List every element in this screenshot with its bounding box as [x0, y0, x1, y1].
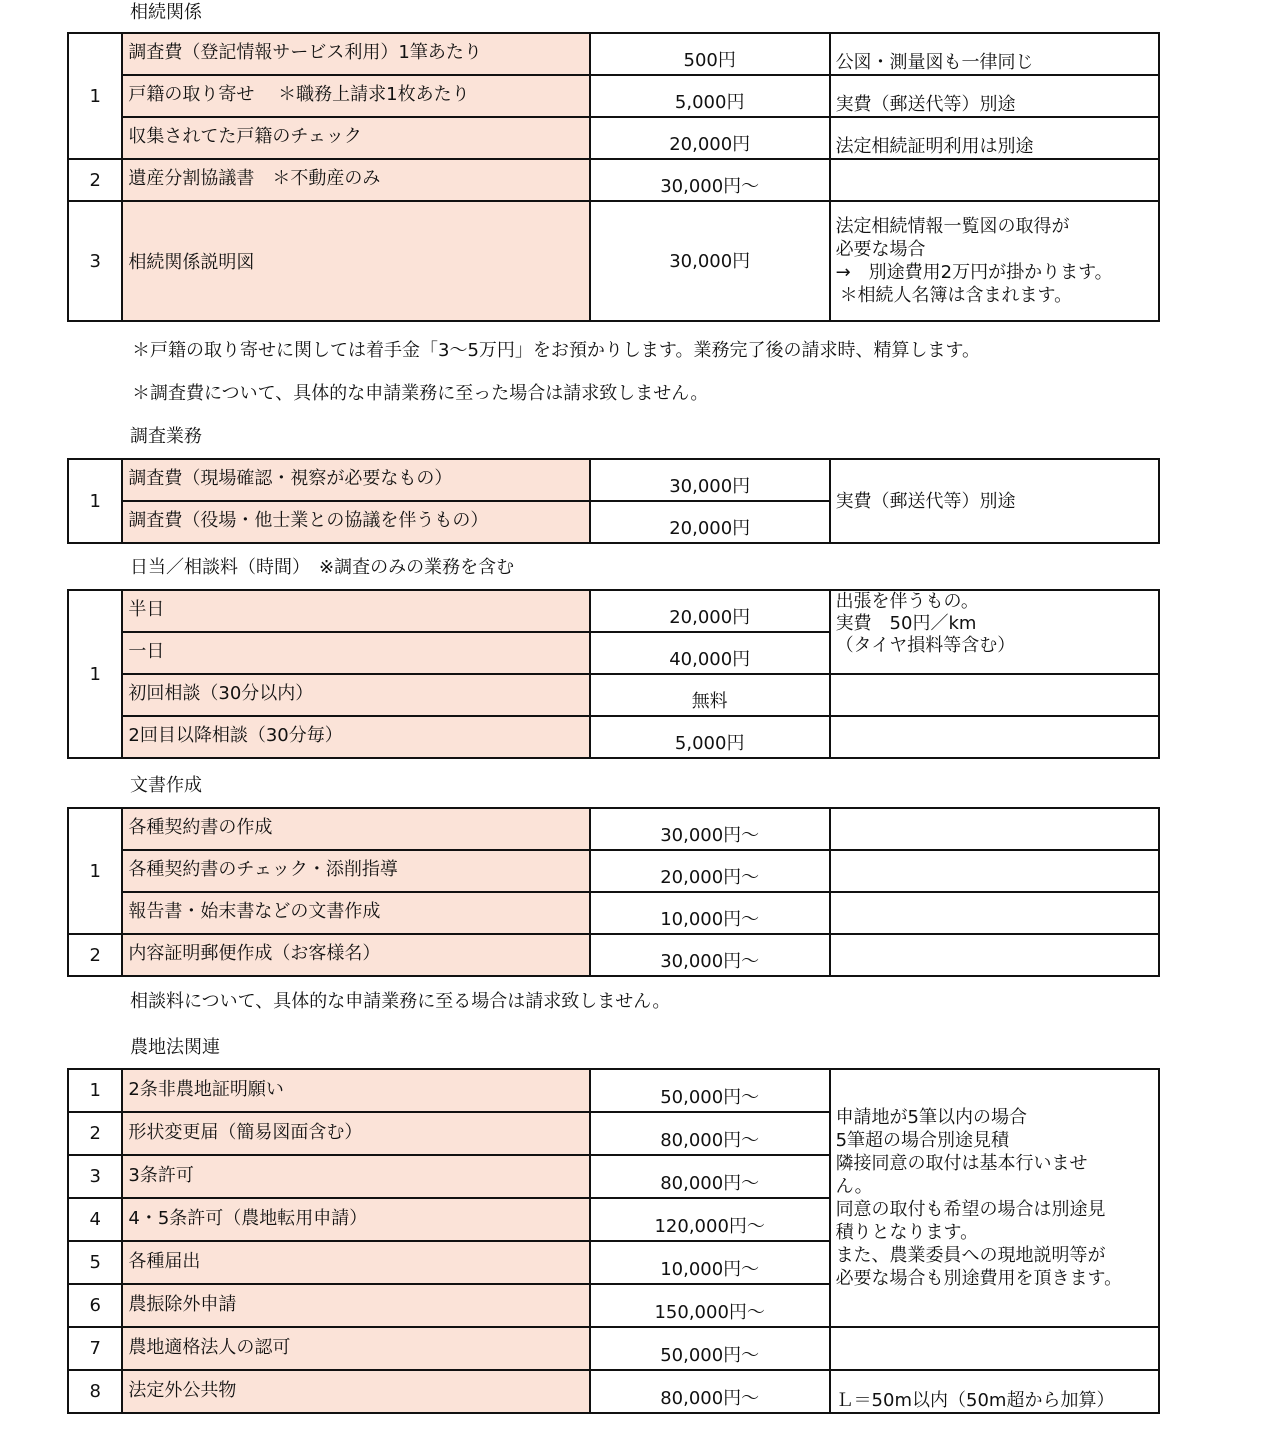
price: 30,000円 [590, 459, 830, 501]
remark-line: 法定相続情報一覧図の取得が [835, 216, 1070, 237]
remark-line: ＊相続人名簿は含まれます。 [839, 285, 1073, 306]
remark-line: 実費 50円／km [835, 613, 977, 634]
row-number: 6 [68, 1284, 122, 1327]
row-number: 1 [68, 459, 122, 543]
row-number: 1 [68, 1069, 122, 1112]
row-number: 4 [68, 1198, 122, 1241]
item-label: 各種契約書のチェック・添削指導 [128, 859, 398, 880]
remark-line: 出張を伴うもの。 [835, 591, 979, 612]
item-label: 調査費（役場・他士業との協議を伴うもの） [128, 510, 489, 531]
remark-line: 申請地が5筆以内の場合 [835, 1107, 1028, 1128]
remark-line: 法定相続証明利用は別途 [835, 136, 1034, 157]
section-title-investigation: 調査業務 [130, 426, 202, 447]
table-row [68, 33, 1159, 75]
remark-line: 同意の取付も希望の場合は別途見 [835, 1199, 1106, 1220]
price: 5,000円 [590, 75, 830, 117]
table-row [68, 159, 1159, 201]
item-label: 農地適格法人の認可 [128, 1336, 291, 1358]
fee-table-daily-fee [67, 589, 1160, 759]
item-label: 調査費（現場確認・視察が必要なもの） [128, 468, 453, 489]
section-title-inheritance: 相続関係 [130, 2, 202, 23]
row-number: 2 [68, 1112, 122, 1155]
price: 150,000円～ [590, 1284, 830, 1327]
row-number: 2 [68, 934, 122, 976]
fee-table-farmland [67, 1068, 1160, 1414]
price: 80,000円～ [590, 1155, 830, 1198]
price: 80,000円～ [590, 1112, 830, 1155]
table-row [68, 934, 1159, 976]
fee-table-documents [67, 807, 1160, 977]
note: ＊調査費について、具体的な申請業務に至った場合は請求致しません。 [132, 383, 709, 404]
item-label: 内容証明郵便作成（お客様名） [128, 943, 381, 964]
row-number: 3 [68, 201, 122, 321]
price: 10,000円～ [590, 1241, 830, 1284]
price: 20,000円 [590, 590, 830, 632]
item-label: 2条非農地証明願い [128, 1078, 284, 1100]
table-row [68, 892, 1159, 934]
remark-line: 必要な場合も別途費用を頂きます。 [835, 1268, 1123, 1289]
item-label: 3条許可 [128, 1164, 194, 1186]
table-row [68, 117, 1159, 159]
price: 30,000円～ [590, 934, 830, 976]
table-row [68, 590, 1159, 632]
remark-line: 必要な場合 [835, 239, 926, 260]
price: 50,000円～ [590, 1327, 830, 1370]
item-label: 4・5条許可（農地転用申請） [128, 1207, 368, 1229]
price: 120,000円～ [590, 1198, 830, 1241]
table-row [68, 850, 1159, 892]
item-label: 初回相談（30分以内） [128, 683, 314, 704]
remark-line: 5筆超の場合別途見積 [835, 1130, 1010, 1151]
row-number: 1 [68, 808, 122, 934]
remark-line: 実費（郵送代等）別途 [835, 94, 1016, 115]
price: 無料 [590, 674, 830, 716]
price: 40,000円 [590, 632, 830, 674]
item-label: 半日 [128, 599, 165, 620]
item-label: 2回目以降相談（30分毎） [128, 725, 343, 746]
item-label: 形状変更届（簡易図面含む） [128, 1121, 363, 1143]
item-label: 各種契約書の作成 [128, 817, 273, 838]
price: 10,000円～ [590, 892, 830, 934]
row-number: 5 [68, 1241, 122, 1284]
item-label: 一日 [128, 641, 165, 662]
table-row [68, 75, 1159, 117]
remark-line: 隣接同意の取付は基本行いませ [835, 1153, 1088, 1174]
table-row [68, 1327, 1159, 1370]
table-row [68, 716, 1159, 758]
price: 500円 [590, 33, 830, 75]
item-label: 戸籍の取り寄せ ＊職務上請求1枚あたり [128, 84, 470, 105]
item-label: 調査費（登記情報サービス利用）1筆あたり [128, 42, 482, 63]
table-row [68, 1370, 1159, 1413]
item-label: 相続関係説明図 [122, 201, 589, 321]
remark-line: Ｌ＝50m以内（50m超から加算） [830, 1370, 1159, 1413]
item-label: 収集されてた戸籍のチェック [128, 126, 362, 147]
note: 相談料について、具体的な申請業務に至る場合は請求致しません。 [130, 991, 671, 1012]
price: 80,000円～ [590, 1370, 830, 1413]
price: 20,000円 [590, 117, 830, 159]
remark-line: 積りとなります。 [835, 1222, 979, 1243]
price: 50,000円～ [590, 1069, 830, 1112]
table-row [68, 674, 1159, 716]
price: 5,000円 [590, 716, 830, 758]
price: 20,000円～ [590, 850, 830, 892]
remark-line: また、農業委員への現地説明等が [835, 1245, 1106, 1266]
item-label: 遺産分割協議書 ＊不動産のみ [128, 168, 381, 189]
remark-line: 実費（郵送代等）別途 [830, 459, 1159, 543]
table-row [68, 1069, 1159, 1112]
row-number: 2 [68, 159, 122, 201]
item-label: 報告書・始末書などの文書作成 [128, 901, 381, 922]
item-label: 各種届出 [128, 1250, 201, 1272]
price: 20,000円 [590, 501, 830, 543]
remark-line: ん。 [835, 1176, 873, 1197]
row-number: 8 [68, 1370, 122, 1413]
remark-line: → 別途費用2万円が掛かります。 [835, 262, 1113, 283]
item-label: 法定外公共物 [128, 1379, 237, 1401]
table-row [68, 459, 1159, 501]
row-number: 1 [68, 590, 122, 758]
table-row [68, 201, 1159, 321]
section-title-documents: 文書作成 [130, 775, 202, 796]
fee-table-inheritance [67, 32, 1160, 322]
note: ＊戸籍の取り寄せに関しては着手金「3～5万円」をお預かりします。業務完了後の請求時、精算します。 [132, 340, 981, 361]
price: 30,000円～ [590, 808, 830, 850]
row-number: 1 [68, 33, 122, 159]
price: 30,000円 [590, 201, 830, 321]
price: 30,000円～ [590, 159, 830, 201]
row-number: 7 [68, 1327, 122, 1370]
table-row [68, 808, 1159, 850]
remark-line: 公図・測量図も一律同じ [835, 52, 1034, 73]
section-title-daily-fee: 日当／相談料（時間） ※調査のみの業務を含む [130, 557, 515, 578]
remark-line: （タイヤ損料等含む） [835, 635, 1016, 656]
fee-table-investigation [67, 458, 1160, 544]
section-title-farmland: 農地法関連 [130, 1037, 220, 1058]
row-number: 3 [68, 1155, 122, 1198]
item-label: 農振除外申請 [128, 1293, 237, 1315]
